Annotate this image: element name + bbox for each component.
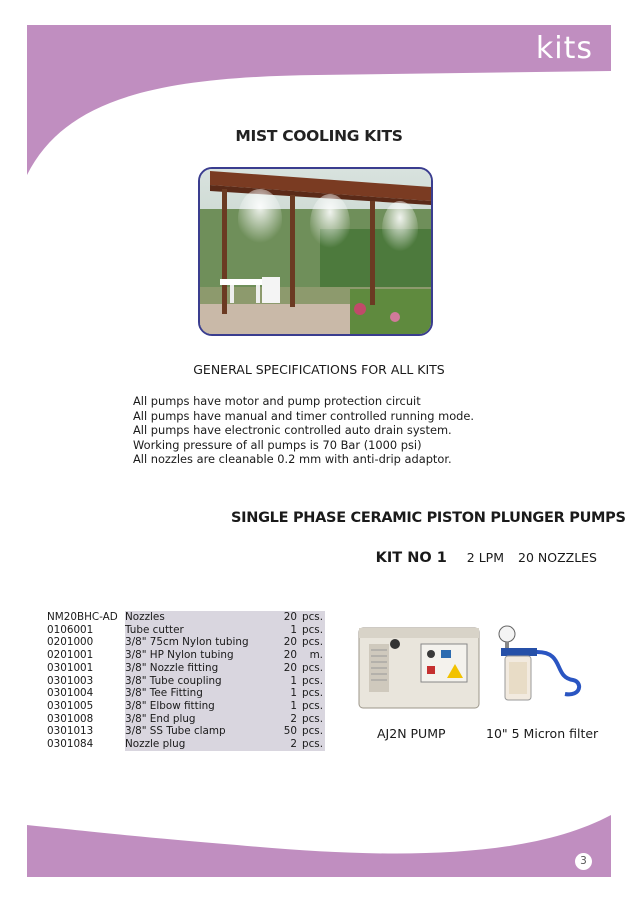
table-row — [47, 675, 325, 688]
spec-line: All nozzles are cleanable 0.2 mm with anti-drip adaptor. — [133, 452, 452, 466]
general-specs-list — [133, 394, 474, 467]
table-row — [47, 662, 325, 675]
parts-cell-unit: pcs. — [297, 624, 325, 637]
table-row — [47, 624, 325, 637]
spec-line: All pumps have motor and pump protection circuit — [133, 394, 421, 408]
table-row — [47, 636, 325, 649]
parts-cell-qty: 20 — [275, 636, 297, 649]
parts-cell-code: 0301005 — [47, 699, 94, 712]
table-row — [47, 611, 325, 624]
parts-cell-code: NM20BHC-AD — [47, 611, 118, 623]
parts-cell-unit: pcs. — [297, 611, 325, 624]
parts-cell-code: 0301001 — [47, 661, 94, 674]
general-specs-heading: GENERAL SPECIFICATIONS FOR ALL KITS — [193, 362, 445, 377]
parts-cell-qty: 2 — [275, 738, 297, 751]
parts-cell-qty: 50 — [275, 725, 297, 738]
parts-cell-code: 0301013 — [47, 725, 94, 738]
pump-section-title: SINGLE PHASE CERAMIC PISTON PLUNGER PUMPS — [231, 510, 626, 526]
parts-cell-unit: pcs. — [297, 738, 325, 751]
parts-cell-unit: pcs. — [297, 687, 325, 700]
page-number: 3 — [575, 853, 592, 870]
parts-cell-desc: Nozzles — [125, 611, 275, 624]
parts-cell-qty: 20 — [275, 662, 297, 675]
filter-unit-icon — [495, 622, 590, 707]
parts-cell-desc: 3/8" Elbow fitting — [125, 700, 275, 713]
parts-cell-qty: 1 — [275, 687, 297, 700]
parts-cell-desc: 3/8" Tube coupling — [125, 675, 275, 688]
parts-cell-qty: 1 — [275, 675, 297, 688]
parts-cell-desc: 3/8" HP Nylon tubing — [125, 649, 275, 662]
parts-cell-desc: 3/8" Tee Fitting — [125, 687, 275, 700]
kit-nozzles: 20 NOZZLES — [518, 550, 597, 565]
parts-cell-code: 0301084 — [47, 738, 94, 751]
table-row — [47, 687, 325, 700]
parts-cell-code: 0301008 — [47, 712, 94, 725]
table-row — [47, 725, 325, 738]
parts-cell-desc: 3/8" End plug — [125, 713, 275, 726]
parts-table — [47, 611, 325, 751]
parts-cell-unit: pcs. — [297, 662, 325, 675]
spec-line: All pumps have electronic controlled auto drain system. — [133, 423, 452, 437]
parts-cell-qty: 1 — [275, 624, 297, 637]
page-title: MIST COOLING KITS — [235, 127, 403, 145]
kit-line — [376, 550, 597, 566]
parts-cell-desc: Nozzle plug — [125, 738, 275, 751]
kit-flow: 2 LPM — [466, 550, 505, 565]
parts-cell-qty: 20 — [275, 611, 297, 624]
pergola-mist-photo — [198, 167, 433, 336]
parts-cell-unit: pcs. — [297, 725, 325, 738]
spec-line: Working pressure of all pumps is 70 Bar (1000 psi) — [133, 437, 422, 452]
table-row — [47, 649, 325, 662]
parts-cell-code: 0201000 — [47, 636, 94, 649]
parts-cell-qty: 1 — [275, 700, 297, 713]
parts-cell-desc: Tube cutter — [125, 624, 275, 637]
parts-cell-qty: 20 — [275, 649, 297, 662]
filter-caption: 10" 5 Micron filter — [486, 726, 599, 741]
spec-line: All pumps have manual and timer controlled running mode. — [133, 408, 475, 423]
table-row — [47, 738, 325, 751]
pump-unit-icon — [355, 620, 485, 715]
parts-cell-code: 0201001 — [47, 649, 94, 662]
parts-cell-desc: 3/8" SS Tube clamp — [125, 725, 275, 738]
parts-cell-code: 0301003 — [47, 674, 94, 687]
parts-cell-unit: m. — [297, 649, 325, 662]
parts-cell-code: 0301004 — [47, 687, 94, 700]
pump-caption: AJ2N PUMP — [377, 726, 446, 741]
kit-label: KIT NO 1 — [375, 550, 447, 566]
parts-cell-unit: pcs. — [297, 675, 325, 688]
parts-cell-desc: 3/8" 75cm Nylon tubing — [125, 636, 275, 649]
parts-cell-unit: pcs. — [297, 700, 325, 713]
parts-cell-qty: 2 — [275, 713, 297, 726]
parts-cell-code: 0106001 — [47, 623, 94, 636]
parts-cell-unit: pcs. — [297, 713, 325, 726]
table-row — [47, 700, 325, 713]
section-header-title: kits — [535, 31, 593, 66]
parts-cell-unit: pcs. — [297, 636, 325, 649]
table-row — [47, 713, 325, 726]
parts-cell-desc: 3/8" Nozzle fitting — [125, 662, 275, 675]
